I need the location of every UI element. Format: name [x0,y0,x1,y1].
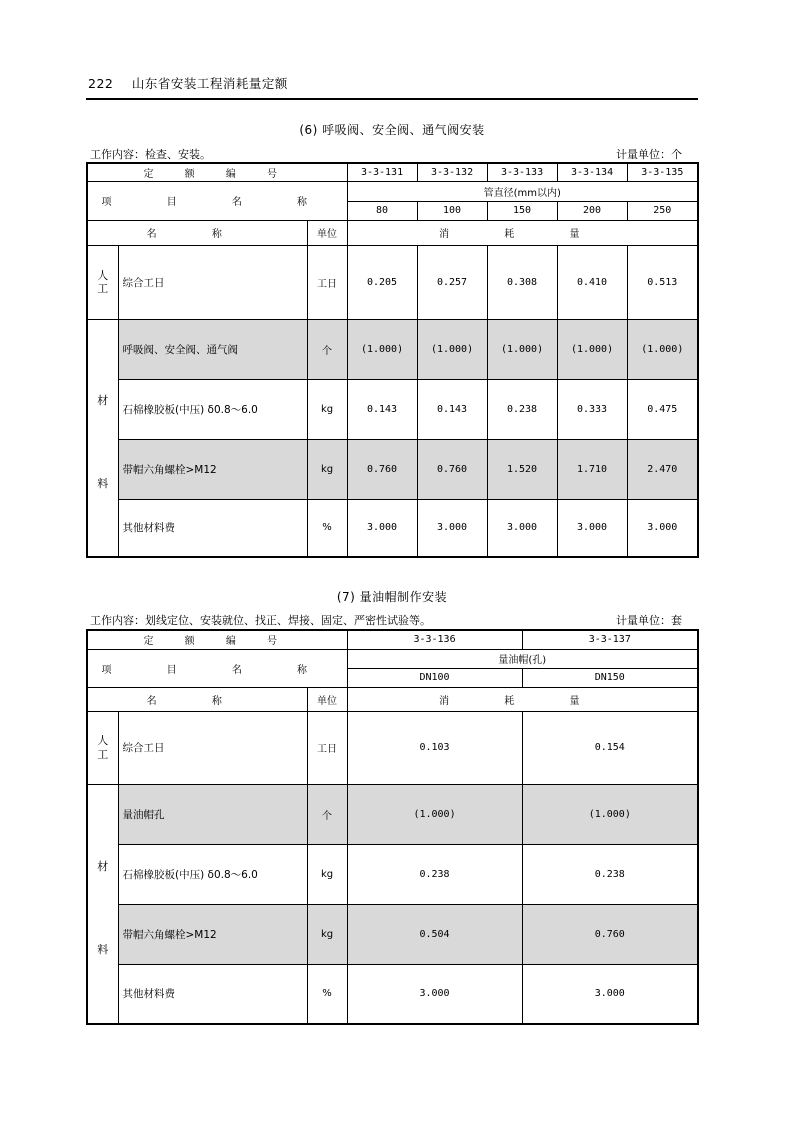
size-cell: DN150 [522,668,698,687]
col-unit-header: 单位 [307,687,347,711]
table-row [87,904,698,964]
row-unit: % [307,964,347,1024]
quota-no-label: 定 额 编 号 [87,630,347,649]
section1-table [86,162,699,558]
size-cell: 250 [627,201,698,220]
quota-no-label: 定 额 编 号 [87,163,347,181]
value-cell: 0.504 [347,904,522,964]
value-cell: (1.000) [522,784,698,844]
value-cell: 3.000 [347,964,522,1024]
section1-work-line [90,146,694,162]
material-category: 材 料 [87,319,118,557]
header-rule [86,98,698,100]
value-cell: 0.410 [557,245,627,319]
value-cell: 0.760 [522,904,698,964]
row-name: 呼吸阀、安全阀、通气阀 [118,319,307,379]
spec-label: 量油帽(孔) [347,649,698,668]
size-cell: 100 [417,201,487,220]
row-name: 其他材料费 [118,964,307,1024]
value-cell: 0.238 [487,379,557,439]
value-cell: 0.154 [522,711,698,784]
col-name-header: 名 称 [87,220,307,245]
size-cell: 80 [347,201,417,220]
table-row [87,784,698,844]
row-unit: 个 [307,784,347,844]
table-row [87,181,698,201]
row-unit: kg [307,904,347,964]
value-cell: 3.000 [347,499,417,557]
section2-unit-label: 计量单位：套 [616,614,682,627]
quota-code: 3-3-137 [522,630,698,649]
table-row [87,630,698,649]
quota-code: 3-3-133 [487,163,557,181]
value-cell: 0.143 [347,379,417,439]
table-row [87,687,698,711]
col-consumption-header: 消 耗 量 [347,220,698,245]
row-unit: 个 [307,319,347,379]
table-row [87,319,698,379]
table-row [87,379,698,439]
value-cell: 0.760 [347,439,417,499]
value-cell: 0.103 [347,711,522,784]
row-name: 其他材料费 [118,499,307,557]
value-cell: (1.000) [347,784,522,844]
row-unit: 工日 [307,711,347,784]
table-row [87,499,698,557]
value-cell: 0.205 [347,245,417,319]
row-name: 石棉橡胶板(中压) δ0.8～6.0 [118,379,307,439]
size-cell: 150 [487,201,557,220]
value-cell: 0.238 [522,844,698,904]
quota-code: 3-3-132 [417,163,487,181]
value-cell: 0.760 [417,439,487,499]
spec-label: 管直径(mm以内) [347,181,698,201]
value-cell: 1.710 [557,439,627,499]
page-header [88,74,288,92]
page-number: 222 [88,76,114,91]
value-cell: 3.000 [522,964,698,1024]
row-unit: 工日 [307,245,347,319]
section2-title: (7) 量油帽制作安装 [336,590,448,604]
table-row [87,220,698,245]
value-cell: 0.143 [417,379,487,439]
labor-category: 人 工 [87,245,118,319]
row-name: 综合工日 [118,711,307,784]
value-cell: 0.257 [417,245,487,319]
value-cell: 2.470 [627,439,698,499]
table-row [87,649,698,668]
row-name: 带帽六角螺栓>M12 [118,904,307,964]
section1-work-content: 工作内容：检查、安装。 [90,148,211,161]
value-cell: 3.000 [487,499,557,557]
col-unit-header: 单位 [307,220,347,245]
value-cell: (1.000) [347,319,417,379]
table-row [87,439,698,499]
value-cell: (1.000) [557,319,627,379]
value-cell: (1.000) [487,319,557,379]
quota-code: 3-3-136 [347,630,522,649]
section1-title: (6) 呼吸阀、安全阀、通气阀安装 [299,123,485,137]
size-cell: 200 [557,201,627,220]
book-title: 山东省安装工程消耗量定额 [131,76,288,91]
row-unit: % [307,499,347,557]
row-unit: kg [307,379,347,439]
row-name: 量油帽孔 [118,784,307,844]
value-cell: 1.520 [487,439,557,499]
table-row [87,964,698,1024]
value-cell: 0.238 [347,844,522,904]
section1-unit-label: 计量单位：个 [616,148,682,161]
section2-table [86,629,699,1025]
value-cell: 0.333 [557,379,627,439]
table-row [87,163,698,181]
row-name: 综合工日 [118,245,307,319]
row-name: 带帽六角螺栓>M12 [118,439,307,499]
row-unit: kg [307,844,347,904]
value-cell: 3.000 [627,499,698,557]
item-name-label: 项 目 名 称 [87,181,347,220]
item-name-label: 项 目 名 称 [87,649,347,687]
material-category: 材 料 [87,784,118,1024]
col-name-header: 名 称 [87,687,307,711]
section2-work-line [90,612,694,628]
row-name: 石棉橡胶板(中压) δ0.8～6.0 [118,844,307,904]
value-cell: 0.475 [627,379,698,439]
row-unit: kg [307,439,347,499]
value-cell: 3.000 [417,499,487,557]
size-cell: DN100 [347,668,522,687]
section2-work-content: 工作内容：划线定位、安装就位、找正、焊接、固定、严密性试验等。 [90,614,431,627]
value-cell: (1.000) [417,319,487,379]
col-consumption-header: 消 耗 量 [347,687,698,711]
quota-code: 3-3-131 [347,163,417,181]
value-cell: 0.513 [627,245,698,319]
table-row [87,711,698,784]
labor-category: 人 工 [87,711,118,784]
quota-code: 3-3-135 [627,163,698,181]
value-cell: (1.000) [627,319,698,379]
table-row [87,844,698,904]
value-cell: 3.000 [557,499,627,557]
quota-code: 3-3-134 [557,163,627,181]
value-cell: 0.308 [487,245,557,319]
table-row [87,245,698,319]
